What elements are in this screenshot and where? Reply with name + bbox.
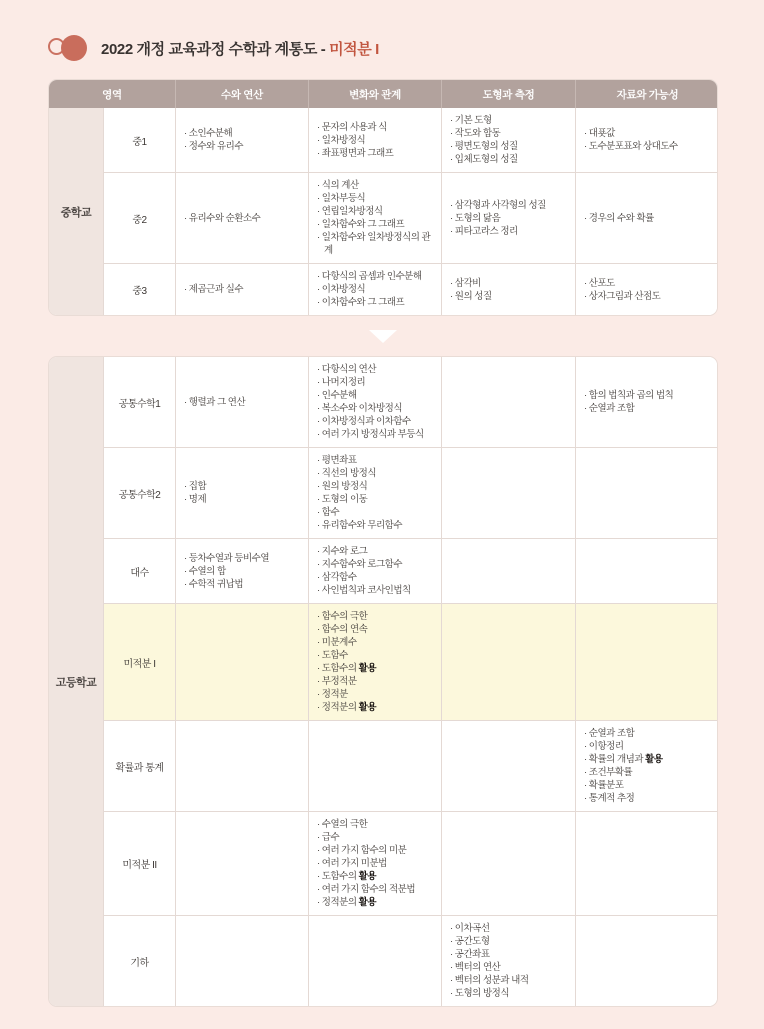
header-row <box>49 80 718 108</box>
topic-item: · 경우의 수와 확률 <box>584 212 654 224</box>
topic-item: · 대푯값 <box>584 128 615 139</box>
topic-item: · 사인법칙과 코사인법칙 <box>317 585 411 596</box>
topic-item: · 이항정리 <box>584 741 624 752</box>
topic-cell <box>442 173 576 264</box>
topic-cell <box>309 173 442 264</box>
topic-item: · 도형의 방정식 <box>450 988 510 999</box>
down-arrow-icon <box>369 330 397 343</box>
topic-cell <box>309 916 442 1006</box>
topic-cell <box>309 604 442 721</box>
topic-item: · 기본 도형 <box>450 115 492 126</box>
table-row <box>49 916 718 1006</box>
topic-item: · 도형의 닮음 <box>450 212 501 224</box>
school-label-cell: 중학교 <box>49 108 104 315</box>
topic-item: · 수학적 귀납법 <box>184 578 244 590</box>
topic-item: · 급수 <box>317 832 340 843</box>
topic-item: · 도형의 이동 <box>317 494 368 505</box>
topic-cell <box>576 812 718 916</box>
topic-cell <box>576 721 718 812</box>
topic-item: · 수열의 극한 <box>317 819 368 830</box>
topic-cell <box>442 357 576 448</box>
topic-item: · 행렬과 그 연산 <box>184 396 246 408</box>
table-row <box>49 721 718 812</box>
topic-cell <box>576 448 718 539</box>
topic-item: · 작도와 합동 <box>450 128 501 139</box>
topic-item: · 지수와 로그 <box>317 546 368 557</box>
topic-item: · 다항식의 곱셈과 인수분해 <box>317 271 422 282</box>
topic-cell <box>309 357 442 448</box>
topic-item: · 정수와 유리수 <box>184 141 244 152</box>
topic-item: · 공간도형 <box>450 936 490 947</box>
topic-cell <box>576 604 718 721</box>
column-header: 수와 연산 <box>176 80 309 108</box>
grade-label-cell: 미적분 I <box>104 604 176 721</box>
table-row <box>49 812 718 916</box>
topic-item: · 도함수의 활용 <box>317 871 377 882</box>
topic-cell <box>576 357 718 448</box>
topic-item: · 순열과 조합 <box>584 403 635 414</box>
topic-item: · 벡터의 연산 <box>450 962 501 973</box>
topic-item: · 공간좌표 <box>450 949 490 960</box>
topic-item: · 일차함수와 일차방정식의 관계 <box>317 232 431 256</box>
table-row <box>49 357 718 448</box>
grade-label-cell: 대수 <box>104 539 176 604</box>
topic-cell <box>309 264 442 315</box>
topic-item: · 함수의 극한 <box>317 611 368 622</box>
topic-item: · 순열과 조합 <box>584 728 635 739</box>
topic-cell <box>176 539 309 604</box>
topic-item: · 정적분의 활용 <box>317 897 377 908</box>
topic-item: · 도함수의 활용 <box>317 663 377 674</box>
topic-cell <box>576 173 718 264</box>
column-header: 자료와 가능성 <box>576 80 718 108</box>
topic-item: · 평면좌표 <box>317 455 357 466</box>
topic-item: · 상자그림과 산점도 <box>584 290 661 302</box>
topic-item: · 유리함수와 무리함수 <box>317 520 403 531</box>
grade-label-cell: 확률과 통계 <box>104 721 176 812</box>
page-title-text: 2022 개정 교육과정 수학과 계통도 - <box>101 40 330 58</box>
page-title <box>101 38 379 59</box>
topic-item: · 여러 가지 함수의 적분법 <box>317 884 415 895</box>
grade-label-cell: 공통수학1 <box>104 357 176 448</box>
topic-cell <box>176 264 309 315</box>
topic-item: · 확률분포 <box>584 780 624 791</box>
topic-item: · 나머지정리 <box>317 377 366 388</box>
topic-cell <box>176 916 309 1006</box>
topic-item: · 일차부등식 <box>317 193 366 204</box>
topic-cell <box>309 539 442 604</box>
topic-item: · 정적분 <box>317 689 348 700</box>
logo-dot <box>61 35 87 61</box>
topic-item: · 이차방정식 <box>317 284 366 295</box>
school-label-cell: 고등학교 <box>49 357 104 1006</box>
topic-item: · 도수분포표와 상대도수 <box>584 141 678 152</box>
topic-item: · 원의 방정식 <box>317 481 368 492</box>
topic-cell <box>576 108 718 173</box>
topic-cell <box>176 812 309 916</box>
logo-icon <box>48 35 88 61</box>
topic-item: · 인수분해 <box>317 390 357 401</box>
table-row <box>49 448 718 539</box>
topic-item: · 지수함수와 로그함수 <box>317 559 403 570</box>
topic-cell <box>176 108 309 173</box>
topic-item: · 합의 법칙과 곱의 법칙 <box>584 390 674 401</box>
topic-cell <box>442 448 576 539</box>
topic-cell <box>176 357 309 448</box>
page-header <box>48 34 718 62</box>
topic-item: · 함수의 연속 <box>317 624 368 635</box>
topic-item: · 이차곡선 <box>450 923 490 934</box>
topic-item: · 제곱근과 실수 <box>184 284 244 295</box>
topic-item: · 벡터의 성분과 내적 <box>450 975 529 986</box>
topic-cell <box>176 448 309 539</box>
high-school-table <box>48 356 718 1007</box>
topic-item: · 수열의 합 <box>184 565 226 577</box>
middle-school-table <box>48 79 718 316</box>
topic-item: · 평면도형의 성질 <box>450 141 518 152</box>
topic-cell <box>442 812 576 916</box>
topic-item: · 함수 <box>317 507 340 518</box>
topic-item: · 삼각형과 사각형의 성질 <box>450 199 546 211</box>
table-row <box>49 539 718 604</box>
table-row <box>49 108 718 173</box>
topic-item: · 등차수열과 등비수열 <box>184 552 270 564</box>
topic-item: · 연립일차방정식 <box>317 206 383 217</box>
topic-item: · 식의 계산 <box>317 180 359 191</box>
column-header: 도형과 측정 <box>442 80 576 108</box>
topic-item: · 소인수분해 <box>184 128 233 139</box>
grade-label-cell: 중3 <box>104 264 176 315</box>
topic-item: · 삼각비 <box>450 277 481 289</box>
topic-item: · 미분계수 <box>317 637 357 648</box>
topic-cell <box>576 539 718 604</box>
topic-item: · 일차방정식 <box>317 134 366 146</box>
topic-item: · 문자의 사용과 식 <box>317 121 387 133</box>
topic-cell <box>442 108 576 173</box>
topic-item: · 명제 <box>184 494 207 505</box>
topic-cell <box>576 916 718 1006</box>
topic-cell <box>176 173 309 264</box>
grade-label-cell: 미적분 II <box>104 812 176 916</box>
topic-item: · 조건부확률 <box>584 767 633 778</box>
topic-item: · 복소수와 이차방정식 <box>317 403 403 414</box>
table-row <box>49 604 718 721</box>
topic-cell <box>442 721 576 812</box>
topic-item: · 입체도형의 성질 <box>450 154 518 165</box>
table-row <box>49 173 718 264</box>
topic-cell <box>309 812 442 916</box>
topic-cell <box>176 721 309 812</box>
topic-item: · 피타고라스 정리 <box>450 225 518 237</box>
topic-item: · 다항식의 연산 <box>317 364 377 375</box>
table-row <box>49 264 718 315</box>
grade-label-cell: 중1 <box>104 108 176 173</box>
topic-item: · 도함수 <box>317 650 348 661</box>
topic-item: · 여러 가지 미분법 <box>317 858 387 869</box>
page-title-highlight: 미적분 I <box>329 40 379 58</box>
topic-item: · 부정적분 <box>317 676 357 687</box>
topic-item: · 확률의 개념과 활용 <box>584 754 663 765</box>
topic-item: · 산포도 <box>584 277 615 289</box>
topic-item: · 여러 가지 함수의 미분 <box>317 845 407 856</box>
topic-cell <box>309 448 442 539</box>
topic-item: · 원의 성질 <box>450 290 492 302</box>
topic-item: · 여러 가지 방정식과 부등식 <box>317 429 424 440</box>
topic-cell <box>176 604 309 721</box>
topic-item: · 이차함수와 그 그래프 <box>317 297 405 308</box>
topic-cell <box>442 264 576 315</box>
topic-item: · 이차방정식과 이차함수 <box>317 416 411 427</box>
topic-cell <box>309 721 442 812</box>
topic-item: · 유리수와 순환소수 <box>184 212 261 224</box>
topic-item: · 통계적 추정 <box>584 793 635 804</box>
column-header: 변화와 관계 <box>309 80 442 108</box>
grade-label-cell: 중2 <box>104 173 176 264</box>
grade-label-cell: 공통수학2 <box>104 448 176 539</box>
topic-item: · 삼각함수 <box>317 572 357 583</box>
topic-cell <box>309 108 442 173</box>
topic-cell <box>442 604 576 721</box>
grade-label-cell: 기하 <box>104 916 176 1006</box>
topic-item: · 좌표평면과 그래프 <box>317 147 394 159</box>
topic-item: · 일차함수와 그 그래프 <box>317 219 405 230</box>
topic-item: · 집합 <box>184 481 207 492</box>
topic-item: · 직선의 방정식 <box>317 468 377 479</box>
topic-cell <box>442 916 576 1006</box>
topic-item: · 정적분의 활용 <box>317 702 377 713</box>
column-header: 영역 <box>49 80 176 108</box>
topic-cell <box>576 264 718 315</box>
arrow-gap <box>48 316 718 356</box>
topic-cell <box>442 539 576 604</box>
